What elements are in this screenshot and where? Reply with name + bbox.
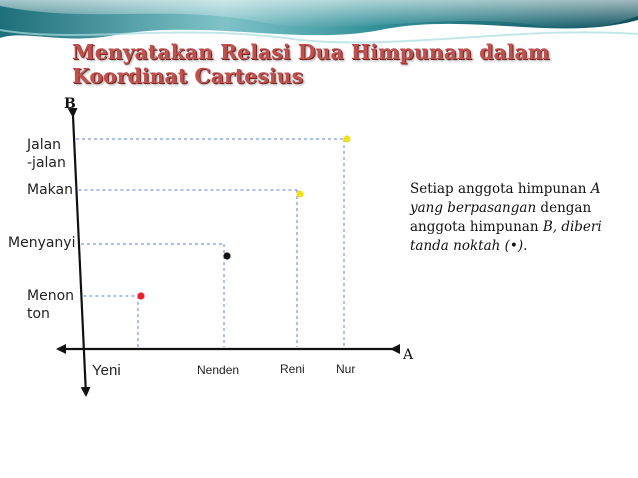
set-b-label-2: Menyanyi	[8, 235, 76, 251]
relation-dot-1	[223, 252, 230, 259]
note-part-4: B, diberi tanda noktah (•)	[410, 219, 602, 254]
y-axis	[73, 116, 86, 395]
relation-dot-2	[296, 190, 303, 197]
explanation-note	[410, 180, 625, 256]
relation-dot-3	[343, 135, 350, 142]
set-a-label-2: Reni	[280, 362, 305, 376]
set-b-label-1: Makan	[27, 182, 73, 198]
note-part-5: .	[523, 238, 528, 254]
relation-dot-0	[137, 292, 144, 299]
set-b-label-0: Jalan -jalan	[27, 137, 66, 171]
set-b-label-3: Menon ton	[27, 288, 75, 322]
note-part-1: Setiap anggota himpunan	[410, 181, 591, 197]
note-part-2: A yang berpasangan	[410, 181, 601, 216]
x-axis-name: A	[403, 347, 414, 363]
slide-title: Menyatakan Relasi Dua Himpunan dalam Koordinat Cartesius	[72, 40, 550, 88]
set-a-label-3: Nur	[336, 362, 356, 376]
set-a-label-0: Yeni	[92, 362, 121, 379]
y-axis-name: B	[64, 96, 76, 112]
set-a-label-1: Nenden	[197, 363, 240, 377]
note-part-3: dengan anggota himpunan	[410, 200, 592, 235]
